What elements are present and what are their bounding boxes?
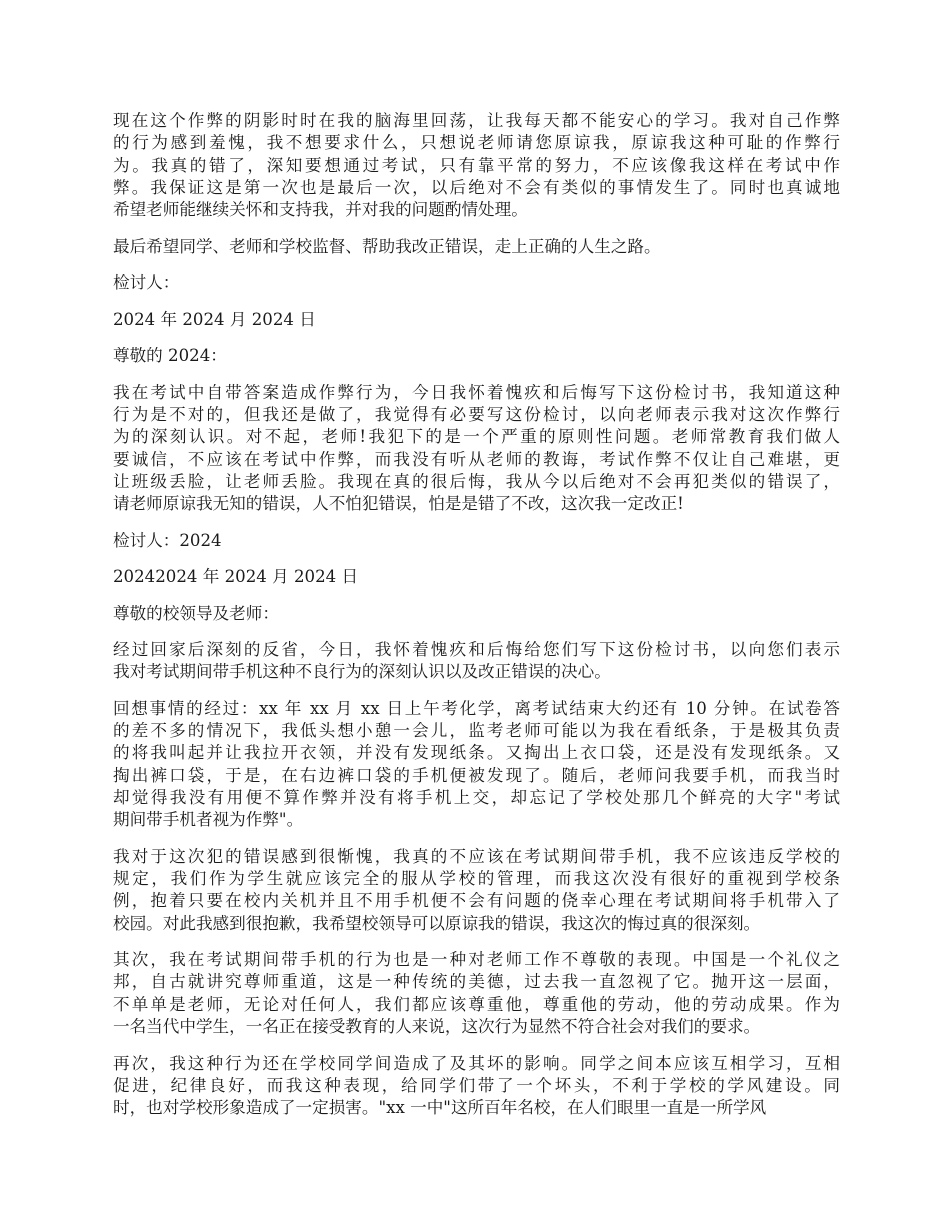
text-line: 经过回家后深刻的反省，今日，我怀着愧疚和后悔给您们写下这份检讨书，以向您们表示 xyxy=(113,640,840,660)
text-line: 弊。我保证这是第一次也是最后一次，以后绝对不会有类似的事情发生了。同时也真诚地 xyxy=(113,177,840,197)
text-line: 希望老师能继续关怀和支持我，并对我的问题酌情处理。 xyxy=(113,200,528,220)
text-line: 却觉得我没有用便不算作弊并没有将手机上交，却忘记了学校处那几个鲜亮的大字"考试 xyxy=(113,788,840,807)
paragraph xyxy=(113,272,840,294)
text-line: 让班级丢脸，让老师丢脸。我现在真的很后悔，我从今以后绝对不会再犯类似的错误了， xyxy=(113,471,840,491)
text-line: 时，也对学校形象造成了一定损害。"xx 一中"这所百年名校，在人们眼里一直是一所学风 xyxy=(113,1098,767,1118)
text-line: 再次，我这种行为还在学校同学间造成了及其坏的影响。同学之间本应该互相学习，互相 xyxy=(113,1053,840,1073)
text-line: 检讨人：2024 xyxy=(113,530,222,550)
text-line: 其次，我在考试期间带手机的行为也是一种对老师工作不尊敬的表现。中国是一个礼仪之 xyxy=(113,950,840,970)
text-line: 我对考试期间带手机这种不良行为的深刻认识以及改正错误的决心。 xyxy=(113,662,611,682)
paragraph xyxy=(113,236,840,258)
text-line: 要诚信，不应该在考试中作弊，而我没有听从老师的教诲，考试作弊不仅让自己难堪，更 xyxy=(113,449,840,469)
paragraph xyxy=(113,698,840,832)
text-line: 不单单是老师，无论对任何人，我们都应该尊重他，尊重他的劳动，他的劳动成果。作为 xyxy=(113,994,840,1014)
text-line: 行为是不对的，但我还是做了，我觉得有必要写这份检讨，以向老师表示我对这次作弊行 xyxy=(113,404,840,424)
paragraph xyxy=(113,639,840,684)
text-line: 请老师原谅我无知的错误，人不怕犯错误，怕是是错了不改，这次我一定改正! xyxy=(113,494,684,514)
text-line: 尊敬的校领导及老师： xyxy=(113,603,279,623)
paragraph xyxy=(113,846,840,935)
text-line: 最后希望同学、老师和学校监督、帮助我改正错误，走上正确的人生之路。 xyxy=(113,236,661,256)
text-line: 我对于这次犯的错误感到很惭愧，我真的不应该在考试期间带手机，我不应该违反学校的 xyxy=(113,846,840,866)
paragraph xyxy=(113,309,840,331)
text-line: 规定，我们作为学生就应该完全的服从学校的管理，而我这次没有很好的重视到学校条 xyxy=(113,869,840,889)
text-line: 例，抱着只要在校内关机并且不用手机便不会有问题的侥幸心理在考试期间将手机带入了 xyxy=(113,891,840,911)
text-line: 的差不多的情况下，我低头想小憩一会儿，监考老师可能以为我在看纸条，于是极其负责 xyxy=(113,721,840,741)
text-line: 校园。对此我感到很抱歉，我希望校领导可以原谅我的错误，我这次的悔过真的很深刻。 xyxy=(113,913,761,933)
text-line: 2024 年 2024 月 2024 日 xyxy=(113,309,316,329)
text-line: 促进，纪律良好，而我这种表现，给同学们带了一个坏头，不利于学校的学风建设。同 xyxy=(113,1075,840,1095)
text-line: 期间带手机者视为作弊"。 xyxy=(113,810,304,830)
text-line: 掏出裤口袋，于是，在右边裤口袋的手机便被发现了。随后，老师问我要手机，而我当时 xyxy=(113,765,840,785)
text-line: 我在考试中自带答案造成作弊行为，今日我怀着愧疚和后悔写下这份检讨书，我知道这种 xyxy=(113,382,840,402)
paragraph xyxy=(113,345,840,367)
text-line: 尊敬的 2024： xyxy=(113,346,227,366)
text-line: 检讨人： xyxy=(113,273,180,293)
text-line: 的行为感到羞愧，我不想要求什么，只想说老师请您原谅我，原谅我这种可耻的作弊行 xyxy=(113,133,840,153)
text-line: 邦，自古就讲究尊师重道，这是一种传统的美德，过去我一直忽视了它。抛开这一层面， xyxy=(113,972,840,992)
paragraph xyxy=(113,110,840,221)
paragraph xyxy=(113,566,840,588)
paragraph xyxy=(113,530,840,552)
paragraph xyxy=(113,949,840,1038)
paragraph xyxy=(113,603,840,625)
text-line: 的将我叫起并让我拉开衣领，并没有发现纸条。又掏出上衣口袋，还是没有发现纸条。又 xyxy=(113,743,840,763)
text-line: 现在这个作弊的阴影时时在我的脑海里回荡，让我每天都不能安心的学习。我对自己作弊 xyxy=(113,111,840,130)
text-line: 回想事情的经过：xx 年 xx 月 xx 日上午考化学，离考试结束大约还有 10 分钟。在试卷答 xyxy=(113,698,840,718)
text-line: 20242024 年 2024 月 2024 日 xyxy=(113,567,359,587)
paragraph xyxy=(113,1053,840,1120)
document-body xyxy=(113,110,840,1134)
text-line: 为。我真的错了，深知要想通过考试，只有靠平常的努力，不应该像我这样在考试中作 xyxy=(113,155,840,175)
paragraph xyxy=(113,382,840,516)
text-line: 一名当代中学生，一名正在接受教育的人来说，这次行为显然不符合社会对我们的要求。 xyxy=(113,1017,761,1037)
text-line: 为的深刻认识。对不起，老师!我犯下的是一个严重的原则性问题。老师常教育我们做人 xyxy=(113,427,840,447)
